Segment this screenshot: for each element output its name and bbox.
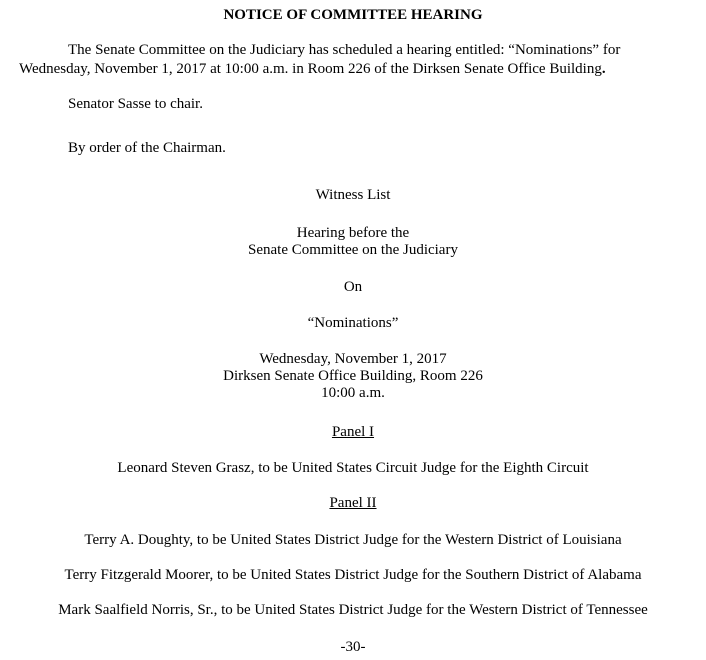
on-line: On: [343, 279, 363, 295]
panel-2-nominee: Terry A. Doughty, to be United States District Judge for the Western District of Louisiana: [84, 532, 622, 548]
panel-2-label: Panel II: [329, 495, 377, 511]
hearing-time: 10:00 a.m.: [321, 385, 385, 401]
witness-list-heading: Witness List: [315, 187, 391, 203]
notice-title: NOTICE OF COMMITTEE HEARING: [223, 7, 483, 23]
panel-1-nominee: Leonard Steven Grasz, to be United States Circuit Judge for the Eighth Circuit: [117, 460, 589, 476]
committee-name-line: Senate Committee on the Judiciary: [248, 242, 458, 258]
notice-paragraph-line-1: The Senate Committee on the Judiciary has scheduled a hearing entitled: “Nominations” for: [68, 42, 621, 58]
notice-paragraph-line-2-text: Wednesday, November 1, 2017 at 10:00 a.m. in Room 226 of the Dirksen Senate Office Building: [19, 61, 602, 77]
chair-statement: Senator Sasse to chair.: [68, 96, 203, 112]
notice-paragraph-line-2: [19, 61, 606, 78]
hearing-location: Dirksen Senate Office Building, Room 226: [223, 368, 483, 384]
hearing-subject: “Nominations”: [307, 315, 399, 331]
document-footer-marker: -30-: [340, 639, 366, 655]
panel-1-label: Panel I: [331, 424, 375, 440]
notice-paragraph-period: .: [601, 61, 606, 77]
hearing-date: Wednesday, November 1, 2017: [259, 351, 447, 367]
order-statement: By order of the Chairman.: [68, 140, 226, 156]
panel-1-heading: [0, 424, 706, 441]
panel-2-heading: [0, 495, 706, 512]
panel-2-nominee: Terry Fitzgerald Moorer, to be United States District Judge for the Southern District of Alabama: [64, 567, 642, 583]
hearing-before-line: Hearing before the: [296, 225, 410, 241]
panel-2-nominee: Mark Saalfield Norris, Sr., to be United States District Judge for the Western District of Tennessee: [58, 602, 648, 618]
